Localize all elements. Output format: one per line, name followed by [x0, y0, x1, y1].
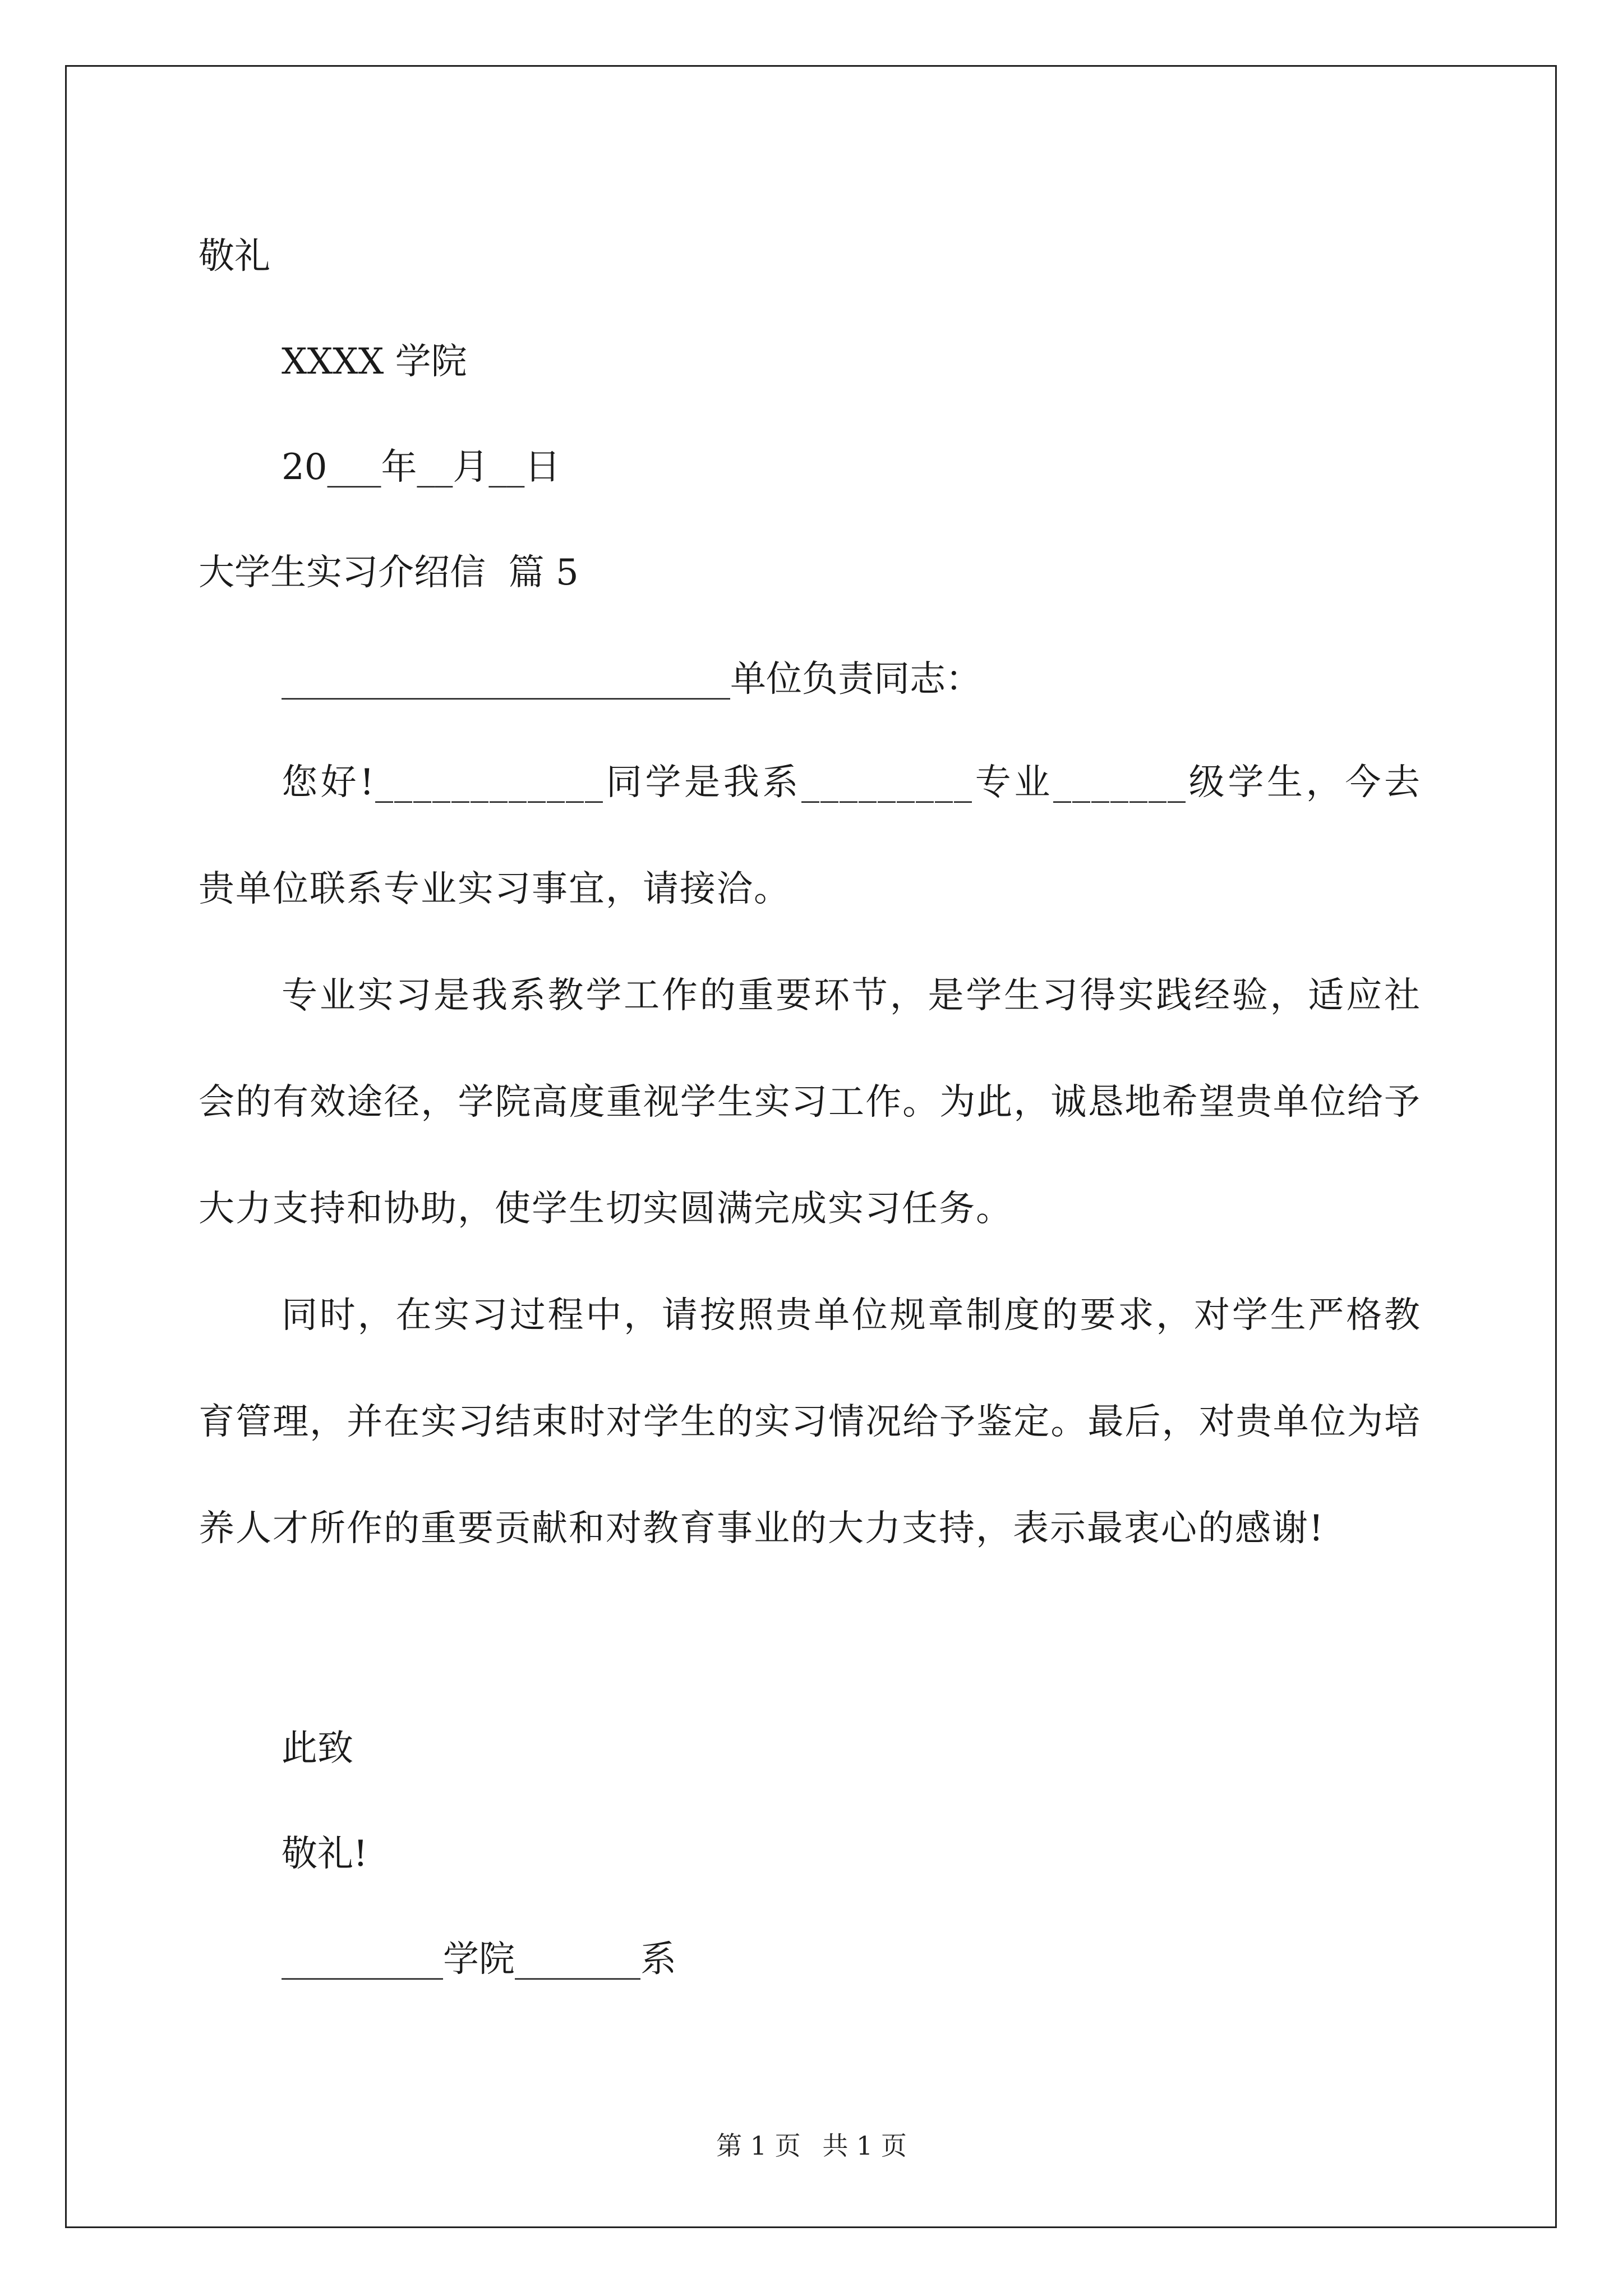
salutation: _________________________单位负责同志： [282, 659, 981, 700]
closing-regards-previous: 敬礼 [199, 236, 270, 277]
page-total: 共 1 页 [822, 2131, 907, 2161]
page-footer [0, 2125, 1623, 2162]
page-number: 第 1 页 [716, 2131, 801, 2161]
paragraph-intro: 您好!____________同学是我系_________专业_______级学生，今去贵单位联系专业实习事宜，请接洽。 [199, 762, 1421, 910]
signature-line: _________学院_______系 [282, 1939, 676, 1980]
school-name-previous: XXXX 学院 [282, 341, 467, 383]
paragraph-management-thanks: 同时，在实习过程中，请按照贵单位规章制度的要求，对学生严格教育管理，并在实习结束时对学生的实习情况给予鉴定。最后，对贵单位为培养人才所作的重要贡献和对教育事业的大力支持，表示最衷心的感谢! [199, 1295, 1421, 1549]
section-heading: 大学生实习介绍信 篇 5 [199, 552, 579, 593]
closing-jingli: 敬礼! [282, 1833, 368, 1875]
paragraph-internship-purpose: 专业实习是我系教学工作的重要环节，是学生习得实践经验，适应社会的有效途径，学院高度重视学生实习工作。为此，诚恳地希望贵单位给予大力支持和协助，使学生切实圆满完成实习任务。 [199, 975, 1421, 1230]
closing-cizhi: 此致 [282, 1728, 353, 1769]
date-line-previous: 20___年__月__日 [282, 447, 561, 488]
